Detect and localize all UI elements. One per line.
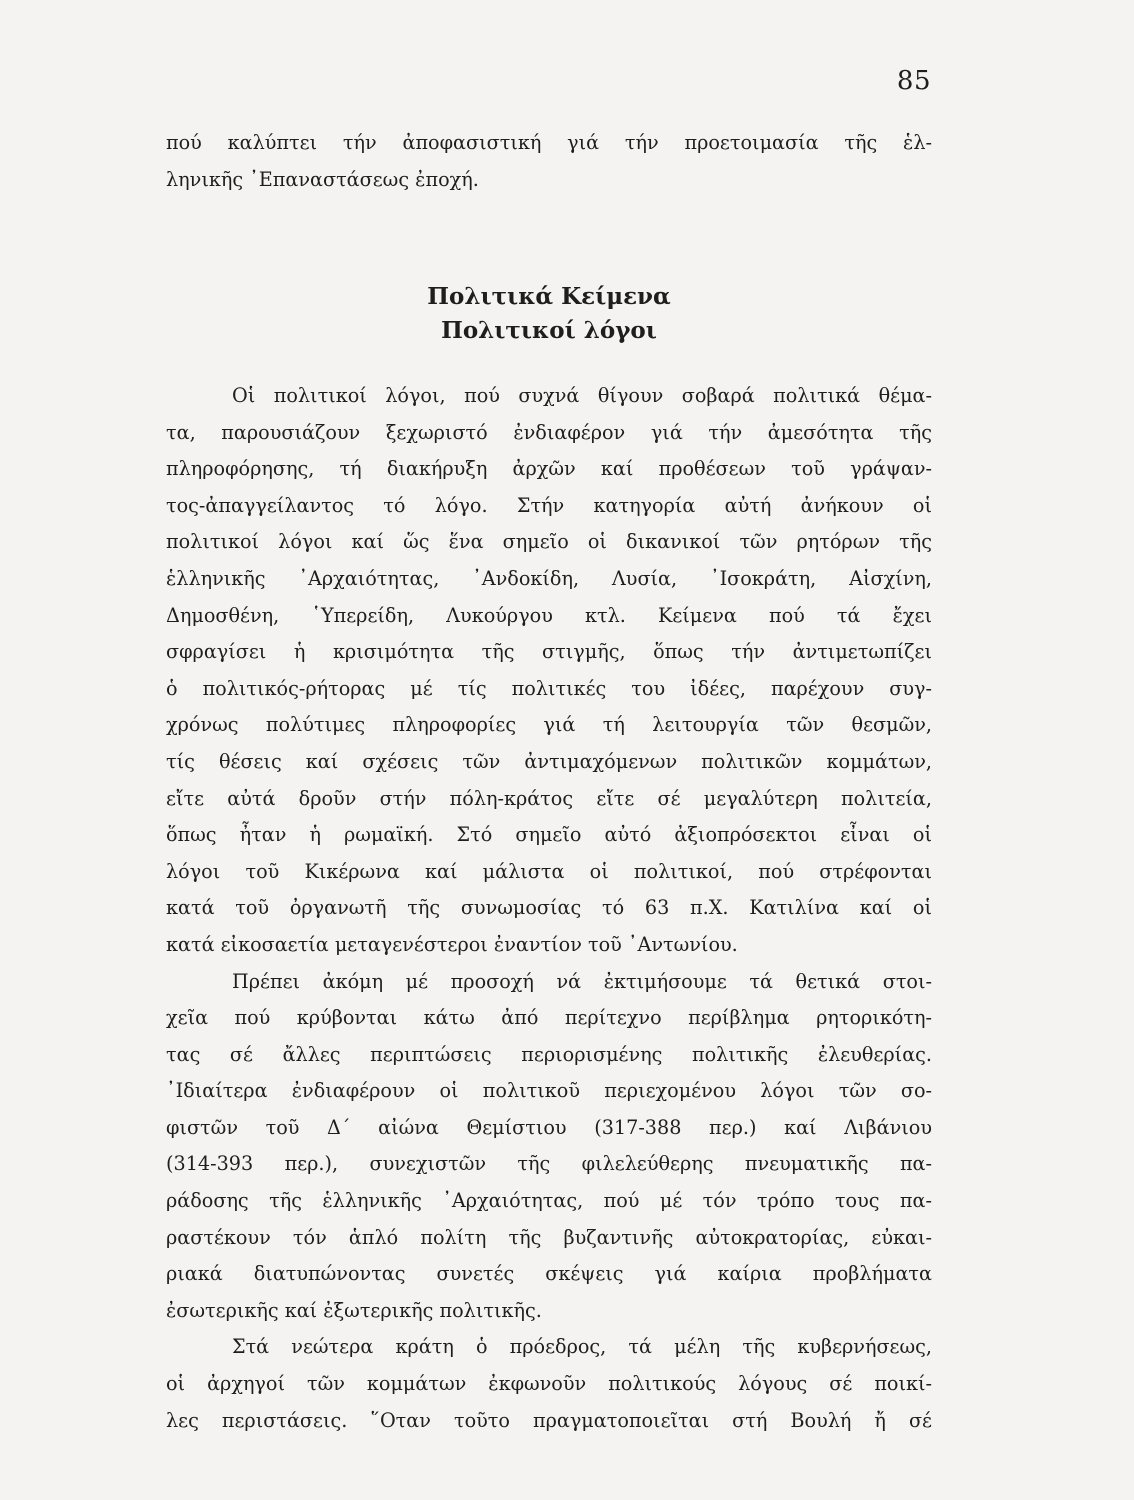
- text-line: πολιτικοί λόγοι καί ὥς ἕνα σημεῖο οἱ δικανικοί τῶν ρητόρων τῆς: [166, 530, 932, 554]
- text-line: χεῖα πού κρύβονται κάτω ἀπό περίτεχνο περίβλημα ρητορικότη-: [166, 1006, 932, 1030]
- text-line: ὅπως ἦταν ἡ ρωμαϊκή. Στό σημεῖο αὐτό ἀξιοπρόσεκτοι εἶναι οἱ: [166, 823, 932, 847]
- text-line: τας σέ ἄλλες περιπτώσεις περιορισμένης πολιτικῆς ἐλευθερίας.: [166, 1042, 932, 1066]
- section-headings: [166, 280, 932, 348]
- text-line: κατά εἰκοσαετία μεταγενέστεροι ἐναντίον τοῦ ᾿Αντωνίου.: [166, 932, 738, 956]
- paragraph-2: [166, 964, 932, 1330]
- text-line: εἴτε αὐτά δροῦν στήν πόλη-κράτος εἴτε σέ μεγαλύτερη πολιτεία,: [166, 786, 932, 810]
- paragraph-1: [166, 378, 932, 964]
- text-line: ᾿Ιδιαίτερα ἐνδιαφέρουν οἱ πολιτικοῦ περιεχομένου λόγοι τῶν σο-: [166, 1079, 932, 1103]
- text-line: ριακά διατυπώνοντας συνετές σκέψεις γιά καίρια προβλήματα: [166, 1262, 932, 1286]
- page-number: 85: [896, 66, 931, 96]
- text-line: λόγοι τοῦ Κικέρωνα καί μάλιστα οἱ πολιτικοί, πού στρέφονται: [166, 859, 932, 883]
- text-line: Δημοσθένη, ῾Υπερείδη, Λυκούργου κτλ. Κείμενα πού τά ἔχει: [166, 603, 932, 627]
- text-line: σφραγίσει ἡ κρισιμότητα τῆς στιγμῆς, ὅπως τήν ἀντιμετωπίζει: [166, 640, 932, 664]
- text-line: τος-ἀπαγγείλαντος τό λόγο. Στήν κατηγορία αὐτή ἀνήκουν οἱ: [166, 493, 932, 517]
- text-line: (314-393 περ.), συνεχιστῶν τῆς φιλελεύθερης πνευματικῆς πα-: [166, 1152, 932, 1176]
- text-line: ληνικῆς ᾿Επαναστάσεως ἐποχή.: [166, 167, 479, 191]
- text-line: ὁ πολιτικός-ρήτορας μέ τίς πολιτικές του ἰδέες, παρέχουν συγ-: [166, 676, 932, 700]
- text-line: οἱ ἀρχηγοί τῶν κομμάτων ἐκφωνοῦν πολιτικούς λόγους σέ ποικί-: [166, 1372, 932, 1396]
- text-line: χρόνως πολύτιμες πληροφορίες γιά τή λειτουργία τῶν θεσμῶν,: [166, 713, 932, 737]
- text-line: τίς θέσεις καί σχέσεις τῶν ἀντιμαχόμενων πολιτικῶν κομμάτων,: [166, 749, 932, 773]
- intro-paragraph: [166, 125, 932, 198]
- text-line: φιστῶν τοῦ Δ΄ αἰώνα Θεμίστιου (317-388 περ.) καί Λιβάνιου: [166, 1115, 932, 1139]
- text-line: ἑλληνικῆς ᾿Αρχαιότητας, ᾿Ανδοκίδη, Λυσία, ᾿Ισοκράτη, Αἰσχίνη,: [166, 566, 932, 590]
- text-line: ραστέκουν τόν ἁπλό πολίτη τῆς βυζαντινῆς αὐτοκρατορίας, εὐκαι-: [166, 1225, 932, 1249]
- text-line: Πρέπει ἀκόμη μέ προσοχή νά ἐκτιμήσουμε τά θετικά στοι-: [232, 969, 932, 993]
- section-title: Πολιτικά Κείμενα: [427, 283, 671, 310]
- text-line: τα, παρουσιάζουν ξεχωριστό ἐνδιαφέρον γιά τήν ἀμεσότητα τῆς: [166, 420, 932, 444]
- paragraph-3: [166, 1329, 932, 1439]
- text-line: Στά νεώτερα κράτη ὁ πρόεδρος, τά μέλη τῆς κυβερνήσεως,: [232, 1335, 932, 1359]
- text-line: ράδοσης τῆς ἑλληνικῆς ᾿Αρχαιότητας, πού μέ τόν τρόπο τους πα-: [166, 1189, 932, 1213]
- text-line: πληροφόρησης, τή διακήρυξη ἀρχῶν καί προθέσεων τοῦ γράψαν-: [166, 457, 932, 481]
- text-line: λες περιστάσεις. ῞Οταν τοῦτο πραγματοποιεῖται στή Βουλή ἤ σέ: [166, 1408, 932, 1432]
- text-line: Οἱ πολιτικοί λόγοι, πού συχνά θίγουν σοβαρά πολιτικά θέμα-: [232, 384, 932, 407]
- section-subtitle: Πολιτικοί λόγοι: [441, 317, 657, 344]
- body-text: [166, 378, 932, 1439]
- text-line: πού καλύπτει τήν ἀποφασιστική γιά τήν προετοιμασία τῆς ἑλ-: [166, 131, 932, 154]
- text-line: ἐσωτερικῆς καί ἐξωτερικῆς πολιτικῆς.: [166, 1298, 542, 1322]
- text-line: κατά τοῦ ὀργανωτῆ τῆς συνωμοσίας τό 63 π.Χ. Κατιλίνα καί οἱ: [166, 896, 932, 920]
